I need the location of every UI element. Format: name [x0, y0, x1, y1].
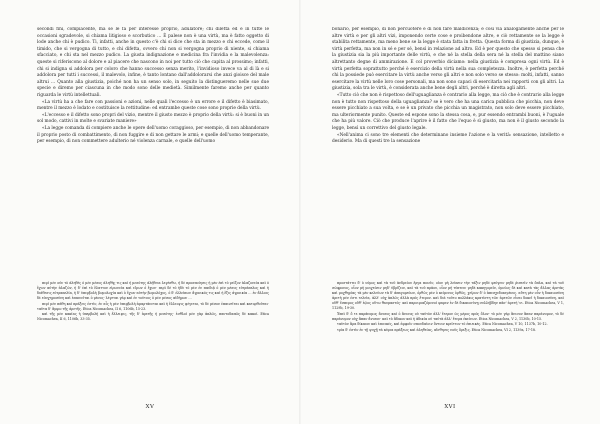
- footnote: τρία δ' ἐστὶν ἐν τῇ ψυχῇ τὰ κύρια πράξεως καὶ ἀληθείας, αἴσθησις νοῦς ὄρεξις. Etica Nicomachea, VI 2, 1139a, 17-18.: [337, 327, 537, 332]
- right-main-text: [332, 27, 564, 263]
- page-number: XV: [145, 404, 155, 410]
- left-footnotes: [37, 281, 269, 399]
- footnote: καὶ τῆς μὲν κακίας ἡ ὑπερβολὴ καὶ ἡ ἔλλειψις, τῆς δ' ἀρετῆς ἡ μεσότης· ἐσθλοὶ μὲν γὰρ ἁπλῶς, παντοδαπῶς δὲ κακοί. Etica Nicomachea, II 6, 1106b, 33-35.: [37, 312, 269, 322]
- right-page: [300, 0, 600, 424]
- paragraph: bonario, per esempio, di non percuotere e di non fare maldicenza; e così via analogamente anche per le altre virtù e per gli altri vizi, imponendo certe cose e proibendone altre, e ciò rettamente se la legge è stabilita rettamente, ma meno bene se la legge è stata fatta in fretta. Questa forma di giustizia, dunque, è virtù perfetta, ma non in sé e per sé, bensì in relazione ad altro. Ed è per questo che spesso si pensa che la giustizia sia la più importante delle virtù, e che né la stella della sera né la stella del mattino siano altrettanto degne di ammirazione. E col proverbio diciamo: nella giustizia è compresa ogni virtù. Ed è virtù perfetta soprattutto perché è esercizio della virtù nella sua completezza. Inoltre, è perfetta perché chi la possiede può esercitare la virtù anche verso gli altri e non solo verso se stesso: molti, infatti, sanno esercitare la virtù nelle loro cose personali, ma non sono capaci di esercitarla nei rapporti con gli altri. La giustizia, sola tra le virtù, è considerata anche bene degli altri, perché è diretta agli altri.: [332, 27, 564, 92]
- paragraph: «Nell'anima ci sono tre elementi che determinano insieme l'azione e la verità: sensazione, intelletto e desiderio. Ma di questi tre la sensazione: [332, 132, 564, 145]
- footnote: περὶ μὲν πάθη καὶ πράξεις ἐστίν, ἐν αἷς ἡ μὲν ὑπερβολὴ ἁμαρτάνεται καὶ ἡ ἔλλειψις ψέγεται, τὸ δὲ μέσον ἐπαινεῖται καὶ κατορθοῦται· ταῦτα δ' ἄμφω τῆς ἀρετῆς. Etica Nicomachea, II 6, 1106b, 15-23.: [37, 301, 269, 311]
- paragraph: secondi fini, compiacente, ma se le fa per interesse proprio, adulatore; chi diletta ed è in tutte le occasioni sgradevole, si chiama litigioso e scorbutico … È palese non è una virtù, ma è fatto oggetto di lode anche chi è pudico. Ti, infatti, anche in questo c'è chi si dice che sta in mezzo e chi eccede, come il timido, che si vergogna di tutto, e chi difetta, ovvero chi non si vergogna proprio di niente, si chiama sfacciato, e chi sta nel mezzo pudico. La giusta indignazione e medicina fra l'invidia e la malevolenza: queste si riferiscono al dolore e al piacere che nascono in noi per tutto ciò che capita al prossimo; infatti, chi si indigna si addolora per coloro che hanno successo senza merito, l'invidioso invece va al di là e si addolora per tutti i successi, il malevolo, infine, è tanto lontano dall'addolorarsi che anzi gioisce del male altrui … Quanto alla giustizia, poiché non ha un senso solo, in seguito la distingueremo nelle sue due specie e diremo per ciascuna in che modo sono delle medietà. Similmente faremo anche per quanto riguarda le virtù intellettuali.: [37, 27, 269, 98]
- paragraph: «L'eccesso e il difetto sono propri del vizio, mentre il giusto mezzo è proprio della virtù: si è buoni in un sol modo, cattivi in molte e svariate maniere»: [37, 112, 269, 125]
- left-main-text: [37, 27, 269, 263]
- page-number: XVI: [444, 404, 456, 410]
- footnote: Ἐπεὶ δ' ὅ τε παράνομος ἄνισος καὶ ὁ ἄνισος οὐ ταὐτὸν ἀλλ' ἕτερον ὡς μέρος πρὸς ὅλον· τὸ μὲν γὰρ ἄνισον ἅπαν παράνομον, τὸ δὲ παράνομον οὐχ ἅπαν ἄνισον· καὶ τὸ ἄδικον καὶ ἡ ἀδικία οὐ ταὐτὰ ἀλλ' ἕτερα ἐκείνων. Etica Nicomachea, V 2, 1130b, 10-15.: [332, 311, 564, 321]
- footnote: ταὐτὸν ἄρα δίκαιον καὶ ἐπιεικές, καὶ ἀμφοῖν σπουδαίοιν ὄντοιν κρεῖττον τὸ ἐπιεικές. Etica Nicomachea, V 10, 1137b, 10-12.: [337, 322, 548, 327]
- paragraph: «La virtù ha a che fare con passioni e azioni, nelle quali l'eccesso è un errore e il difetto è biasimato, mentre il mezzo è lodato e costituisce la rettitudine: ed entrambe queste cose sono proprie della virtù.: [37, 99, 269, 112]
- paragraph: «La legge comanda di compiere anche le opere dell'uomo coraggioso, per esempio, di non abbandonare il proprio posto di combattimento, di non fuggire e di non gettare le armi; e quelle dell'uomo temperante, per esempio, di non commettere adulterio né violenza carnale, e quelle dell'uomo: [37, 125, 269, 145]
- footnote: περὶ μὲν οὖν τὸ ἀληθὲς ὁ μὲν μέσος ἀληθής τις καὶ ἡ μεσότης ἀλήθεια λεγέσθω, ἡ δὲ προσποίησις ἡ μὲν ἐπὶ τὸ μεῖζον ἀλαζονεία καὶ ὁ ἔχων αὐτὴν ἀλαζών, ἡ δ' ἐπὶ τὸ ἔλαττον εἰρωνεία καὶ εἴρων ὁ ἔχων· περὶ δὲ τὸ ἡδὺ τὸ μὲν ἐν παιδιᾷ ὁ μὲν μέσος εὐτράπελος καὶ ἡ διάθεσις εὐτραπελία, ἡ δ' ὑπερβολὴ βωμολοχία καὶ ὁ ἔχων αὐτὴν βωμολόχος, ὁ δ' ἐλλείπων ἄγροικός τις καὶ ἡ ἕξις ἀγροικία … ἐν ἄλλοις δὲ εὐσχημοσύνη καὶ ἐπαινεῖται ὁ μέσος· λέγεται γὰρ καὶ ἐν τούτοις ὁ μὲν μέσος αἰδήμων …: [37, 281, 269, 300]
- right-footnotes: [332, 281, 564, 399]
- paragraph: «Tutto ciò che non è rispettoso dell'uguaglianza è contrario alla legge, ma ciò che è contrario alla legge non è tutto non rispettoso della uguaglianza? se è vero che ha una carica pubblica che picchia, non deve essere picchiato a sua volta, e se è un privato che picchia un magistrato, non solo deve essere picchiato, ma ulteriormente punito. Queste ed espone sono la stessa cosa, e, pur essendo entrambi buoni, è l'uguale che ha più valore. Ciò che produce l'aprire è il fatto che l'equo è sì giusto, ma non è il giusto secondo la legge, bensì un correttivo del giusto legale.: [332, 92, 564, 131]
- footnote: προστάττει δ' ὁ νόμος καὶ τὰ τοῦ ἀνδρείου ἔργα ποιεῖν, οἷον μὴ λείπειν τὴν τάξιν μηδὲ φεύγειν μηδὲ ῥιπτεῖν τὰ ὅπλα, καὶ τὰ τοῦ σώφρονος, οἷον μὴ μοιχεύειν μηδ' ὑβρίζειν, καὶ τὰ τοῦ πράου, οἷον μὴ τύπτειν μηδὲ κακηγορεῖν, ὁμοίως δὲ καὶ κατὰ τὰς ἄλλας ἀρετὰς καὶ μοχθηρίας τὰ μὲν κελεύων τὰ δ' ἀπαγορεύων, ὀρθῶς μὲν ὁ κείμενος ὀρθῶς, χεῖρον δ' ὁ ἀπεσχεδιασμένος. αὕτη μὲν οὖν ἡ δικαιοσύνη ἀρετὴ μέν ἐστι τελεία, ἀλλ' οὐχ ἁπλῶς ἀλλὰ πρὸς ἕτερον. καὶ διὰ τοῦτο πολλάκις κρατίστη τῶν ἀρετῶν εἶναι δοκεῖ ἡ δικαιοσύνη, καὶ οὔθ' ἕσπερος οὔθ' ἑῷος οὕτω θαυμαστός· καὶ παροιμιαζόμενοί φαμεν ἐν δὲ δικαιοσύνῃ συλλήβδην πᾶσ' ἀρετὴ 'νι. Etica Nicomachea, V 1, 1129b, 19-30.: [332, 281, 564, 310]
